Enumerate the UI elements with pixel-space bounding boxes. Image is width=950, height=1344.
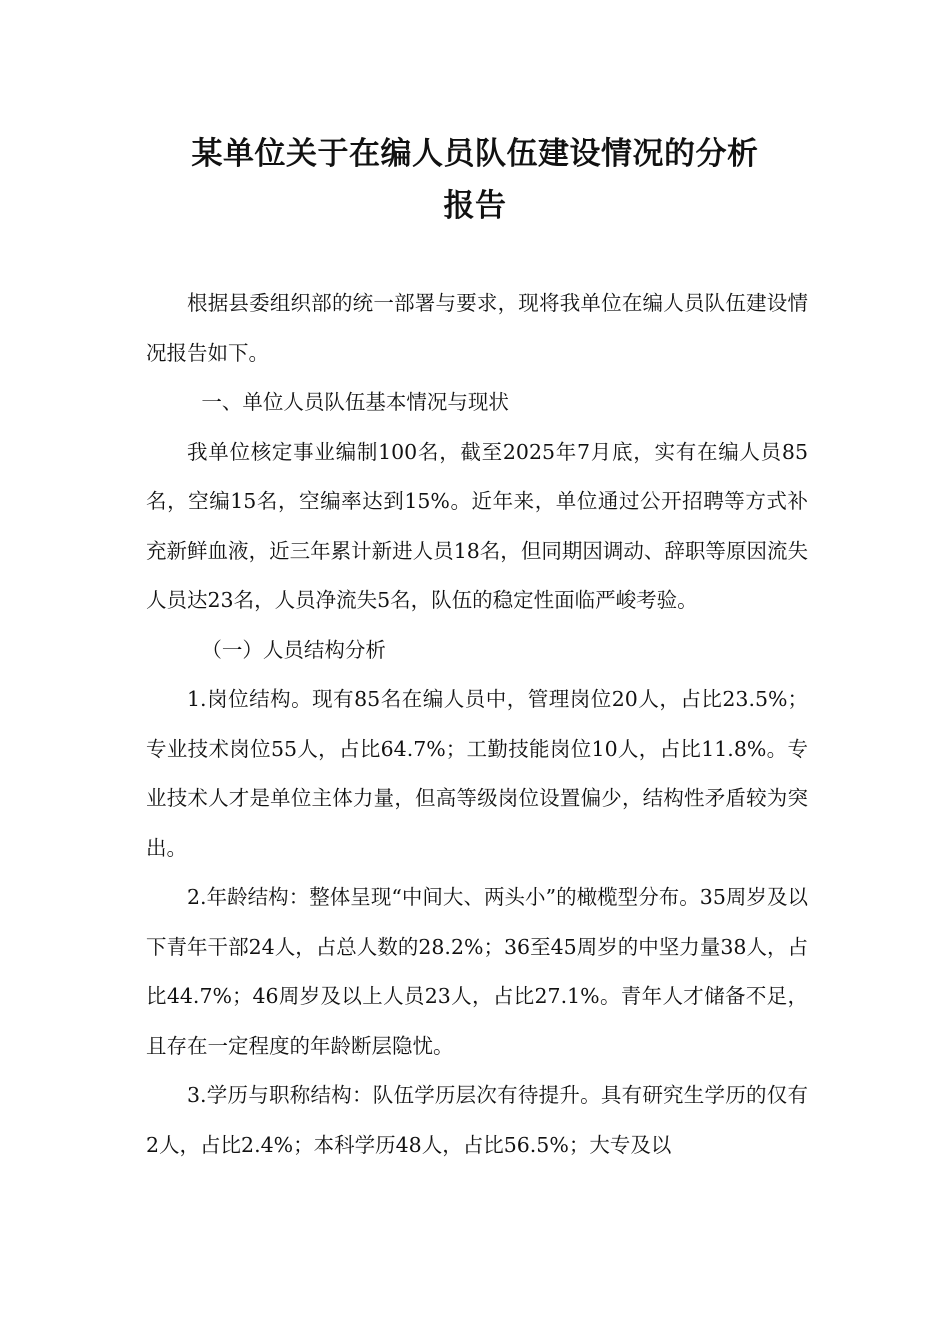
age-structure-paragraph: 2.年龄结构：整体呈现“中间大、两头小”的橄榄型分布。35周岁及以下青年干部24人，占总人数的28.2%；36至45周岁的中坚力量38人，占比44.7%；46周岁及以上人员23人，占比27.1%。青年人才储备不足，且存在一定程度的年龄断层隐忧。 [146,885,808,1058]
education-structure-paragraph: 3.学历与职称结构：队伍学历层次有待提升。具有研究生学历的仅有2人，占比2.4%；本科学历48人，占比56.5%；大专及以 [146,1083,808,1157]
document-title [120,128,830,232]
staffing-paragraph: 我单位核定事业编制100名，截至2025年7月底，实有在编人员85名，空编15名，空编率达到15%。近年来，单位通过公开招聘等方式补充新鲜血液，近三年累计新进人员18名，但同期因调动、辞职等原因流失人员达23名，人员净流失5名，队伍的稳定性面临严峻考验。 [146,439,808,612]
subsection-heading-1: （一）人员结构分析 [201,637,386,662]
document-body [146,279,808,1170]
title-line-1: 某单位关于在编人员队伍建设情况的分析 [191,136,759,172]
title-line-2: 报告 [443,188,507,224]
section-heading-1: 一、单位人员队伍基本情况与现状 [201,390,509,414]
intro-paragraph: 根据县委组织部的统一部署与要求，现将我单位在编人员队伍建设情况报告如下。 [146,291,808,365]
post-structure-paragraph: 1.岗位结构。现有85名在编人员中，管理岗位20人，占比23.5%；专业技术岗位55人，占比64.7%；工勤技能岗位10人，占比11.8%。专业技术人才是单位主体力量，但高等级岗位设置偏少，结构性矛盾较为突出。 [146,687,808,860]
